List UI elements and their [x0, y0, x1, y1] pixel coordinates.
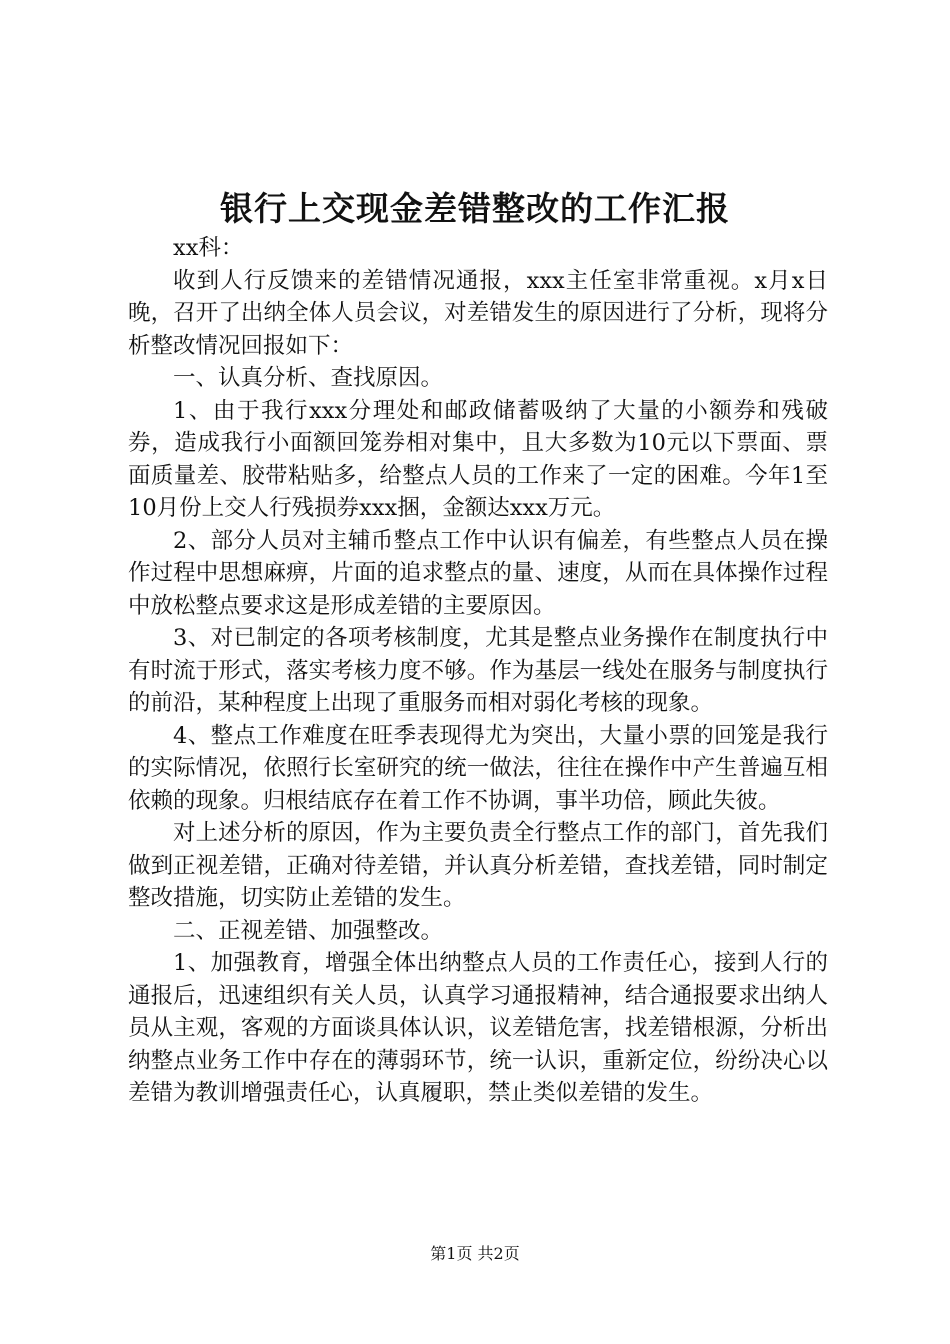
- salutation: xx科：: [173, 235, 244, 261]
- paragraph-1-2: 2、部分人员对主辅币整点工作中认识有偏差，有些整点人员在操作过程中思想麻痹，片面的追求整点的量、速度，从而在具体操作过程中放松整点要求这是形成差错的主要原因。: [128, 527, 828, 619]
- paragraph-1-1: 1、由于我行xxx分理处和邮政储蓄吸纳了大量的小额券和残破券，造成我行小面额回笼券相对集中，且大多数为10元以下票面、票面质量差、胶带粘贴多，给整点人员的工作来了一定的困难。今年1至10月份上交人行残损券xxx捆，金额达xxx万元。: [128, 397, 828, 521]
- section-heading-2: 二、正视差错、加强整改。: [173, 917, 444, 944]
- section-heading-1: 一、认真分析、查找原因。: [173, 365, 444, 391]
- paragraph-2-1: 1、加强教育，增强全体出纳整点人员的工作责任心，接到人行的通报后，迅速组织有关人员，认真学习通报精神，结合通报要求出纳人员从主观，客观的方面谈具体认识，议差错危害，找差错根源，分析出纳整点业务工作中存在的薄弱环节，统一认识，重新定位，纷纷决心以差错为教训增强责任心，认真履职，禁止类似差错的发生。: [128, 950, 828, 1106]
- document-title: 银行上交现金差错整改的工作汇报: [220, 189, 730, 228]
- paragraph-summary: 对上述分析的原因，作为主要负责全行整点工作的部门，首先我们做到正视差错，正确对待差错，并认真分析差错，查找差错，同时制定整改措施，切实防止差错的发生。: [128, 820, 828, 911]
- paragraph-1-4: 4、整点工作难度在旺季表现得尤为突出，大量小票的回笼是我行的实际情况，依照行长室研究的统一做法，往往在操作中产生普遍互相依赖的现象。归根结底存在着工作不协调，事半功倍，顾此失彼。: [128, 722, 828, 814]
- document-body: [128, 232, 828, 1110]
- paragraph-intro: 收到人行反馈来的差错情况通报，xxx主任室非常重视。x月x日晚，召开了出纳全体人员会议，对差错发生的原因进行了分析，现将分析整改情况回报如下：: [128, 267, 828, 359]
- paragraph-1-3: 3、对已制定的各项考核制度，尤其是整点业务操作在制度执行中有时流于形式，落实考核力度不够。作为基层一线处在服务与制度执行的前沿，某种程度上出现了重服务而相对弱化考核的现象。: [128, 625, 828, 716]
- page-number: 第1页 共2页: [430, 1244, 520, 1263]
